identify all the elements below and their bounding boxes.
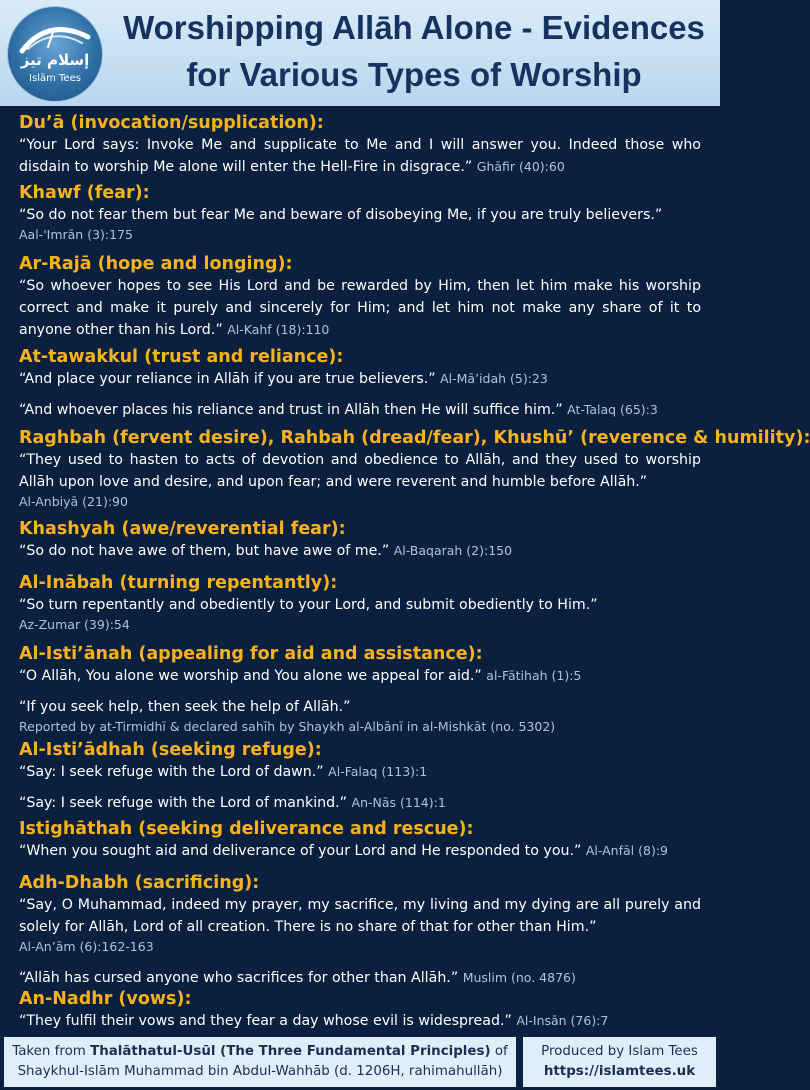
quote	[19, 275, 701, 341]
quote-text: “Allāh has cursed anyone who sacrifices for other than Allāh.”	[19, 970, 459, 986]
section-raja	[19, 253, 701, 341]
quote-text: “And whoever places his reliance and trust in Allāh then He will suffice him.”	[19, 402, 563, 418]
quote	[19, 134, 701, 178]
footer-produced-by: Produced by Islam Tees	[541, 1044, 698, 1059]
islam-tees-logo	[7, 6, 103, 102]
quote-reference: Al-Falaq (113):1	[328, 764, 428, 779]
content	[0, 112, 810, 1032]
section-dua	[19, 112, 701, 178]
section-istiadhah	[19, 739, 701, 814]
quote-reference: Muslim (no. 4876)	[462, 970, 576, 985]
section-heading: At-tawakkul (trust and reliance):	[19, 347, 344, 367]
quote-text: “And place your reliance in Allāh if you are true believers.”	[19, 371, 436, 387]
section-heading: Al-Inābah (turning repentantly):	[19, 573, 338, 593]
section-heading: Al-Isti’ānah (appealing for aid and assistance):	[19, 644, 483, 664]
quote-text: “So do not fear them but fear Me and beware of disobeying Me, if you are truly believers.”	[19, 207, 663, 223]
quote	[19, 696, 701, 738]
quote	[19, 967, 701, 989]
quote-text: “So turn repentantly and obediently to your Lord, and submit obediently to Him.”	[19, 597, 598, 613]
section-heading: Adh-Dhabh (sacrificing):	[19, 873, 260, 893]
quote-text: “They used to hasten to acts of devotion and obedience to Allāh, and they used to worship Allāh upon love and desire, and upon fear; and were reverent and humble before Allāh.”	[19, 452, 701, 490]
quote	[19, 665, 701, 687]
quote	[19, 204, 701, 246]
quote-reference: Ghāfir (40):60	[476, 159, 565, 174]
quote	[19, 1010, 701, 1032]
footer-url[interactable]	[523, 1062, 716, 1082]
title-line-2: for Various Types of Worship	[186, 56, 642, 93]
section-istianah	[19, 643, 701, 738]
quote	[19, 594, 701, 636]
quote-reference: Al-Baqarah (2):150	[393, 543, 513, 558]
quote	[19, 792, 701, 814]
footer-book-title: Thalāthatul-Usūl (The Three Fundamental Principles)	[90, 1044, 491, 1059]
quote-reference: al-Fātihah (1):5	[486, 668, 582, 683]
quote-text: “O Allāh, You alone we worship and You alone we appeal for aid.”	[19, 668, 482, 684]
footer-author: Shaykhul-Islām Muhammad bin Abdul-Wahhāb (d. 1206H, rahimahullāh)	[17, 1064, 503, 1079]
quote	[19, 840, 701, 862]
quote	[19, 368, 701, 390]
section-tawakkul	[19, 346, 701, 421]
section-heading: Ar-Rajā (hope and longing):	[19, 254, 293, 274]
section-istighathah	[19, 818, 701, 862]
quote-reference: Al-Kahf (18):110	[227, 322, 330, 337]
section-heading: Al-Isti’ādhah (seeking refuge):	[19, 740, 322, 760]
section-heading: Raghbah (fervent desire), Rahbah (dread/fear), Khushū’ (reverence & humility):	[19, 428, 810, 448]
section-heading: Khawf (fear):	[19, 183, 150, 203]
quote-reference: Az-Zumar (39):54	[19, 617, 130, 632]
quote	[19, 399, 701, 421]
section-khawf	[19, 182, 701, 246]
section-nadhr	[19, 988, 701, 1032]
quote-reference: Al-Anbiyā (21):90	[19, 494, 128, 509]
quote-text: “Your Lord says: Invoke Me and supplicate to Me and I will answer you. Indeed those who disdain to worship Me alone will enter the Hell-Fire in disgrace.”	[19, 137, 701, 175]
footer-taken-from: Taken from	[12, 1044, 86, 1059]
footer-producer	[523, 1037, 716, 1087]
quote-text: “Say: I seek refuge with the Lord of mankind.”	[19, 795, 347, 811]
footer-source	[4, 1037, 516, 1087]
section-khashyah	[19, 518, 701, 562]
section-inabah	[19, 572, 701, 636]
logo-arabic-text: إسلام تيز	[20, 51, 90, 69]
quote-reference: Reported by at-Tirmidhī & declared sahīh by Shaykh al-Albānī in al-Mishkāt (no. 5302)	[19, 719, 556, 734]
quote-reference: Al-Anfāl (8):9	[585, 843, 668, 858]
quote-reference: Al-Mā’idah (5):23	[440, 371, 548, 386]
section-heading: Khashyah (awe/reverential fear):	[19, 519, 346, 539]
quote-text: “They fulfil their vows and they fear a day whose evil is widespread.”	[19, 1013, 512, 1029]
quote-text: “Say, O Muhammad, indeed my prayer, my sacrifice, my living and my dying are all purely and solely for Allāh, Lord of all creation. There is no share of that for other than Him.”	[19, 897, 701, 935]
quote	[19, 894, 701, 958]
title-line-1: Worshipping Allāh Alone - Evidences	[123, 9, 705, 46]
section-heading: An-Nadhr (vows):	[19, 989, 192, 1009]
quote-reference: An-Nās (114):1	[351, 795, 446, 810]
quote-reference: Al-An’ām (6):162-163	[19, 939, 154, 954]
footer-url-link[interactable]: https://islamtees.uk	[543, 1064, 696, 1079]
quote-text: “So whoever hopes to see His Lord and be rewarded by Him, then let him make his worship correct and make it purely and sincerely for Him; and let him not make any share of it to anyone other than his Lord.”	[19, 278, 701, 338]
quote	[19, 761, 701, 783]
quote-text: “If you seek help, then seek the help of Allāh.”	[19, 699, 351, 715]
quote-text: “So do not have awe of them, but have awe of me.”	[19, 543, 390, 559]
logo-name: Islām Tees	[29, 73, 81, 84]
quote-reference: At-Talaq (65):3	[567, 402, 658, 417]
header	[0, 0, 720, 106]
section-raghbah	[19, 427, 810, 513]
quote-text: “When you sought aid and deliverance of your Lord and He responded to you.”	[19, 843, 582, 859]
quote	[19, 449, 701, 513]
quote-text: “Say: I seek refuge with the Lord of dawn.”	[19, 764, 324, 780]
footer-of: of	[494, 1044, 508, 1059]
footer-source-line-1	[4, 1042, 516, 1062]
page-title	[112, 4, 716, 98]
section-dhabh	[19, 872, 701, 989]
section-heading: Du’ā (invocation/supplication):	[19, 113, 324, 133]
quote	[19, 540, 701, 562]
quote-reference: Al-Insān (76):7	[516, 1013, 609, 1028]
section-heading: Istighāthah (seeking deliverance and rescue):	[19, 819, 474, 839]
quote-reference: Aal-'Imrān (3):175	[19, 227, 133, 242]
